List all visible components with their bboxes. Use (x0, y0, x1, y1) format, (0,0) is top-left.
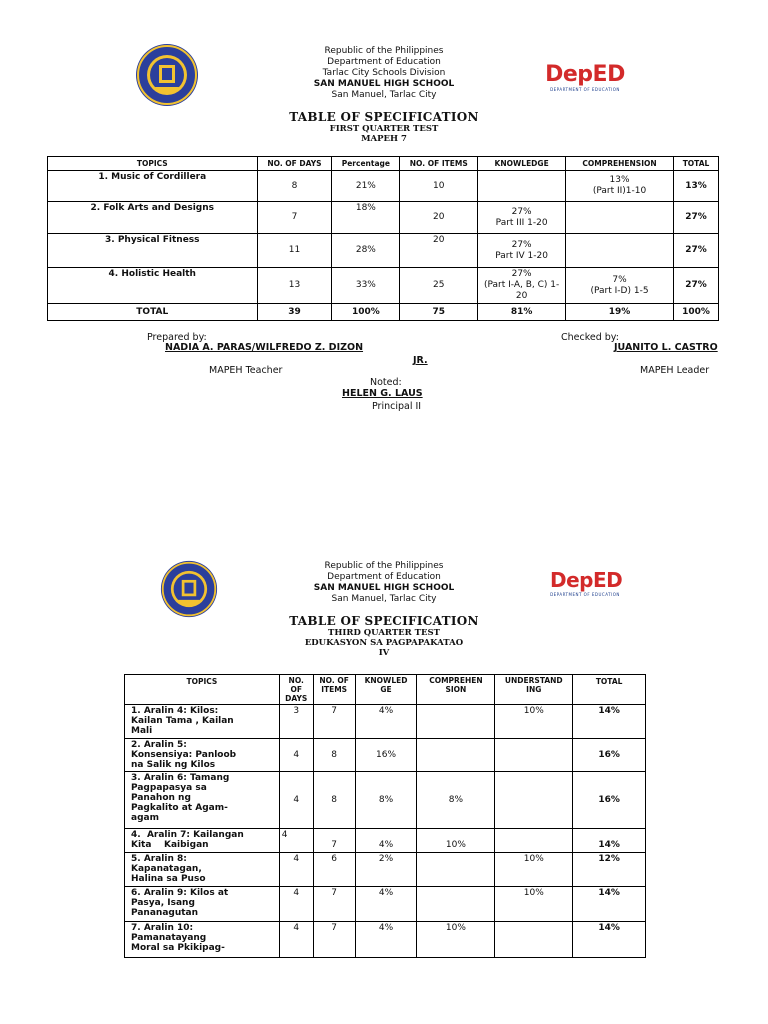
cell-understanding (495, 922, 573, 958)
cell-days: 4 (279, 887, 313, 922)
cell-percentage: 28% (332, 234, 400, 268)
cell-knowledge: 4% (355, 829, 417, 853)
table-row (125, 772, 646, 829)
cell-total: 13% (673, 171, 718, 202)
cell-comprehension: 10% (417, 922, 495, 958)
header-school: SAN MANUEL HIGH SCHOOL (313, 79, 455, 89)
page1-subtitle-quarter: FIRST QUARTER TEST (329, 124, 439, 134)
cell-comprehension: 13% (Part II)1-10 (566, 171, 674, 202)
noted-label: Noted: (370, 377, 402, 388)
checked-label: Checked by: (561, 332, 619, 343)
cell-knowledge: 2% (355, 853, 417, 887)
table-row (48, 234, 719, 268)
total-percentage: 100% (332, 304, 400, 321)
col-understanding: UNDERSTAND ING (495, 675, 573, 705)
total-items: 75 (400, 304, 478, 321)
cell-days: 4 (279, 922, 313, 958)
school-logo (160, 560, 218, 618)
cell-total: 27% (673, 234, 718, 268)
total-days: 39 (257, 304, 332, 321)
cell-items: 8 (313, 739, 355, 772)
cell-items: 20 (400, 234, 478, 268)
cell-topic: 1. Aralin 4: Kilos: Kailan Tama , Kailan Mali (125, 705, 280, 739)
cell-topic: 5. Aralin 8: Kapanatagan, Halina sa Puso (125, 853, 280, 887)
cell-topic: 4. Aralin 7: Kailangan Kita Kaibigan (125, 829, 280, 853)
deped-subtext: DEPARTMENT OF EDUCATION (550, 87, 620, 92)
deped-logo (545, 62, 625, 92)
cell-knowledge: 16% (355, 739, 417, 772)
cell-total: 27% (673, 202, 718, 234)
col-topics: TOPICS (48, 157, 258, 171)
col-days: NO. OF DAYS (279, 675, 313, 705)
table-total-row (48, 304, 719, 321)
cell-items: 7 (313, 922, 355, 958)
cell-days: 11 (257, 234, 332, 268)
cell-days: 3 (279, 705, 313, 739)
header-department: Department of Education (327, 57, 441, 67)
cell-knowledge: 4% (355, 705, 417, 739)
total-knowledge: 81% (478, 304, 566, 321)
cell-total: 27% (673, 268, 718, 304)
total-comprehension: 19% (566, 304, 674, 321)
cell-items: 7 (313, 705, 355, 739)
cell-days: 7 (257, 202, 332, 234)
cell-topic: 2. Folk Arts and Designs (48, 202, 258, 234)
table-header-row (125, 675, 646, 705)
cell-knowledge: 27% Part III 1-20 (478, 202, 566, 234)
cell-percentage: 18% (332, 202, 400, 234)
page1-header (234, 46, 534, 101)
col-comprehension: COMPREHEN SION (417, 675, 495, 705)
cell-comprehension (417, 705, 495, 739)
page1-spec-table (47, 156, 719, 321)
cell-items: 25 (400, 268, 478, 304)
cell-total: 14% (573, 922, 646, 958)
header-school: SAN MANUEL HIGH SCHOOL (313, 583, 455, 593)
prepared-label: Prepared by: (147, 332, 207, 343)
total-total: 100% (673, 304, 718, 321)
deped-text: DepED (550, 568, 623, 592)
page2-subtitle-subject: EDUKASYON SA PAGPAPAKATAO (304, 638, 464, 648)
cell-comprehension (566, 234, 674, 268)
table-row (48, 171, 719, 202)
page1-title: TABLE OF SPECIFICATION (289, 110, 479, 124)
checked-role: MAPEH Leader (640, 365, 710, 376)
cell-comprehension (417, 887, 495, 922)
cell-days: 13 (257, 268, 332, 304)
prepared-name: NADIA A. PARAS/WILFREDO Z. DIZON (165, 342, 364, 353)
col-percentage: Percentage (332, 157, 400, 171)
table-row (48, 202, 719, 234)
cell-topic: 4. Holistic Health (48, 268, 258, 304)
cell-topic: 2. Aralin 5: Konsensiya: Panloob na Salik ng Kilos (125, 739, 280, 772)
table-row (48, 268, 719, 304)
deped-logo (550, 568, 623, 597)
col-comprehension: COMPREHENSION (566, 157, 674, 171)
cell-topic: 7. Aralin 10: Pamanatayang Moral sa Pkikipag- (125, 922, 280, 958)
cell-total: 16% (573, 772, 646, 829)
cell-days: 4 (279, 853, 313, 887)
cell-knowledge: 27% Part IV 1-20 (478, 234, 566, 268)
table-row (125, 705, 646, 739)
col-topics: TOPICS (125, 675, 280, 705)
prepared-name-cont: JR. (413, 355, 428, 366)
cell-items: 6 (313, 853, 355, 887)
page1-title-block (234, 110, 534, 144)
col-total: TOTAL (673, 157, 718, 171)
school-logo (135, 43, 199, 107)
header-republic: Republic of the Philippines (324, 561, 444, 571)
col-knowledge: KNOWLED GE (355, 675, 417, 705)
cell-percentage: 33% (332, 268, 400, 304)
cell-understanding: 10% (495, 887, 573, 922)
cell-comprehension: 8% (417, 772, 495, 829)
cell-comprehension: 7% (Part I-D) 1-5 (566, 268, 674, 304)
prepared-role: MAPEH Teacher (209, 365, 283, 376)
cell-comprehension (417, 739, 495, 772)
col-days: NO. OF DAYS (257, 157, 332, 171)
col-knowledge: KNOWLEDGE (478, 157, 566, 171)
cell-knowledge: 27% (Part I-A, B, C) 1- 20 (478, 268, 566, 304)
cell-items: 7 (313, 829, 355, 853)
cell-total: 16% (573, 739, 646, 772)
cell-days: 4 (279, 829, 313, 853)
cell-total: 12% (573, 853, 646, 887)
page1-subtitle-subject: MAPEH 7 (361, 134, 407, 144)
cell-items: 7 (313, 887, 355, 922)
col-items: NO. OF ITEMS (313, 675, 355, 705)
cell-total: 14% (573, 829, 646, 853)
cell-topic: 3. Physical Fitness (48, 234, 258, 268)
cell-understanding: 10% (495, 705, 573, 739)
table-header-row (48, 157, 719, 171)
table-row (125, 739, 646, 772)
header-address: San Manuel, Tarlac City (331, 90, 437, 100)
page2-title: TABLE OF SPECIFICATION (289, 614, 479, 628)
table-row (125, 853, 646, 887)
cell-understanding (495, 829, 573, 853)
table-row (125, 887, 646, 922)
table-row (125, 829, 646, 853)
cell-items: 8 (313, 772, 355, 829)
col-total: TOTAL (573, 675, 646, 705)
cell-understanding: 10% (495, 853, 573, 887)
cell-topic: 6. Aralin 9: Kilos at Pasya, Isang Pananagutan (125, 887, 280, 922)
total-label: TOTAL (48, 304, 258, 321)
header-republic: Republic of the Philippines (324, 46, 444, 56)
cell-comprehension (566, 202, 674, 234)
cell-topic: 1. Music of Cordillera (48, 171, 258, 202)
cell-knowledge (478, 171, 566, 202)
cell-understanding (495, 772, 573, 829)
noted-name: HELEN G. LAUS (342, 388, 423, 399)
cell-days: 4 (279, 772, 313, 829)
cell-total: 14% (573, 705, 646, 739)
page2-title-block (234, 614, 534, 658)
cell-knowledge: 4% (355, 922, 417, 958)
cell-days: 4 (279, 739, 313, 772)
col-items: NO. OF ITEMS (400, 157, 478, 171)
table-row (125, 922, 646, 958)
noted-role: Principal II (372, 401, 422, 412)
cell-knowledge: 4% (355, 887, 417, 922)
page2-subtitle-quarter: THIRD QUARTER TEST (328, 628, 440, 638)
header-division: Tarlac City Schools Division (322, 68, 446, 78)
cell-total: 14% (573, 887, 646, 922)
cell-percentage: 21% (332, 171, 400, 202)
cell-knowledge: 8% (355, 772, 417, 829)
cell-comprehension: 10% (417, 829, 495, 853)
cell-items: 20 (400, 202, 478, 234)
cell-items: 10 (400, 171, 478, 202)
checked-name: JUANITO L. CASTRO (614, 342, 718, 353)
cell-understanding (495, 739, 573, 772)
page2-spec-table (124, 674, 646, 958)
deped-subtext: DEPARTMENT OF EDUCATION (550, 592, 620, 597)
page2-subtitle-grade: IV (378, 648, 390, 658)
cell-topic: 3. Aralin 6: Tamang Pagpapasya sa Panahon ng Pagkalito at Agam- agam (125, 772, 280, 829)
deped-text: DepED (545, 62, 625, 87)
page2-header (234, 561, 534, 605)
header-department: Department of Education (327, 572, 441, 582)
cell-days: 8 (257, 171, 332, 202)
header-address: San Manuel, Tarlac City (331, 594, 437, 604)
cell-comprehension (417, 853, 495, 887)
